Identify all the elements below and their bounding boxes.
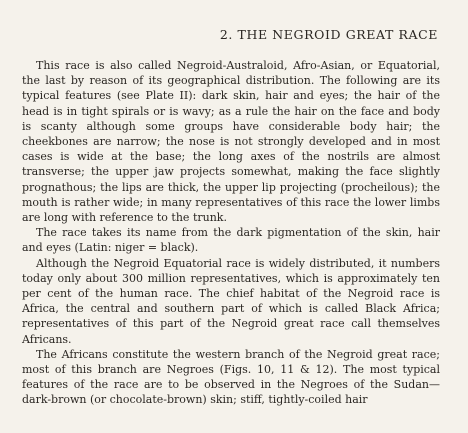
paragraph-4: The Africans constitute the western branch of the Negroid great race; most of this branch are Negroes (Figs. 10, 11 & 12). The most typical features of the race are to be observed in the Negroes of the Sudan—dark-brown (or chocolate-brown) skin; stiff, tightly-coiled hair	[22, 347, 440, 407]
paragraph-3: Although the Negroid Equatorial race is widely distributed, it numbers today only about 300 million representatives, which is approximately ten per cent of the human race. The chief habitat of the Negroid race is Africa, the central and southern part of which is called Black Africa; representatives of this part of the Negroid great race call themselves Africans.	[22, 256, 440, 346]
paragraph-2: The race takes its name from the dark pigmentation of the skin, hair and eyes (Latin: niger = black).	[22, 226, 440, 255]
section-heading: 2. THE NEGROID GREAT RACE	[219, 27, 438, 42]
body-text	[22, 58, 440, 408]
paragraph-1: This race is also called Negroid-Australoid, Afro-Asian, or Equatorial, the last by reason of its geographical distribution. The following are its typical features (see Plate II): dark skin, hair and eyes; the hair of the head is in tight spirals or is wavy; as a rule the hair on the face and body is scanty although some groups have considerable body hair; the cheekbones are narrow; the nose is not strongly developed and in most cases is wide at the base; the long axes of the nostrils are almost transverse; the upper jaw projects somewhat, making the face slightly prognathous; the lips are thick, the upper lip projecting (procheilous); the mouth is rather wide; in many representatives of this race the lower limbs are long with reference to the trunk.	[22, 59, 440, 225]
